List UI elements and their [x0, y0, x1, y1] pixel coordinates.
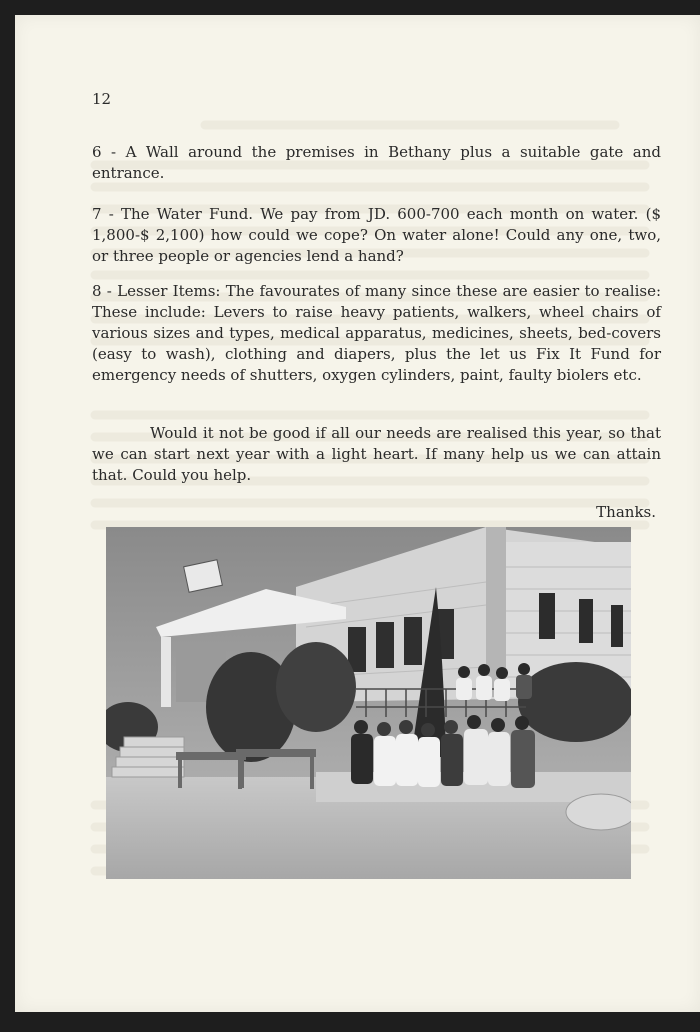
paragraph-wall: 6 - A Wall around the premises in Bethany plus a suitable gate and entrance. — [92, 143, 661, 182]
closing-thanks: Thanks. — [596, 503, 656, 521]
group-photo-illustration — [106, 527, 631, 879]
bush-right — [518, 662, 631, 742]
page-number: 12 — [92, 90, 112, 108]
rocks — [566, 794, 631, 830]
paragraph-lesser-items: 8 - Lesser Items: The favourates of many since these are easier to realise: These include: Levers to raise heavy patients, walkers, wheel chairs of various sizes and types, medical apparatus, medicines, sheets, bed-covers (easy to wash), clothing and diapers, plus the let us Fix It Fund for emergency needs of shutters, oxygen cylinders, paint, faulty biolers etc. — [92, 282, 661, 384]
bush-center — [276, 642, 356, 732]
document-page — [15, 15, 700, 1012]
group-photo — [106, 527, 631, 879]
paragraph-appeal: Would it not be good if all our needs are realised this year, so that we can start next year with a light heart. If many help us we can attain that. Could you help. — [92, 424, 661, 484]
paragraph-water-fund: 7 - The Water Fund. We pay from JD. 600-700 each month on water. ($ 1,800-$ 2,100) how could we cope? On water alone! Could any one, two, or three people or agencies lend a hand? — [92, 205, 661, 265]
